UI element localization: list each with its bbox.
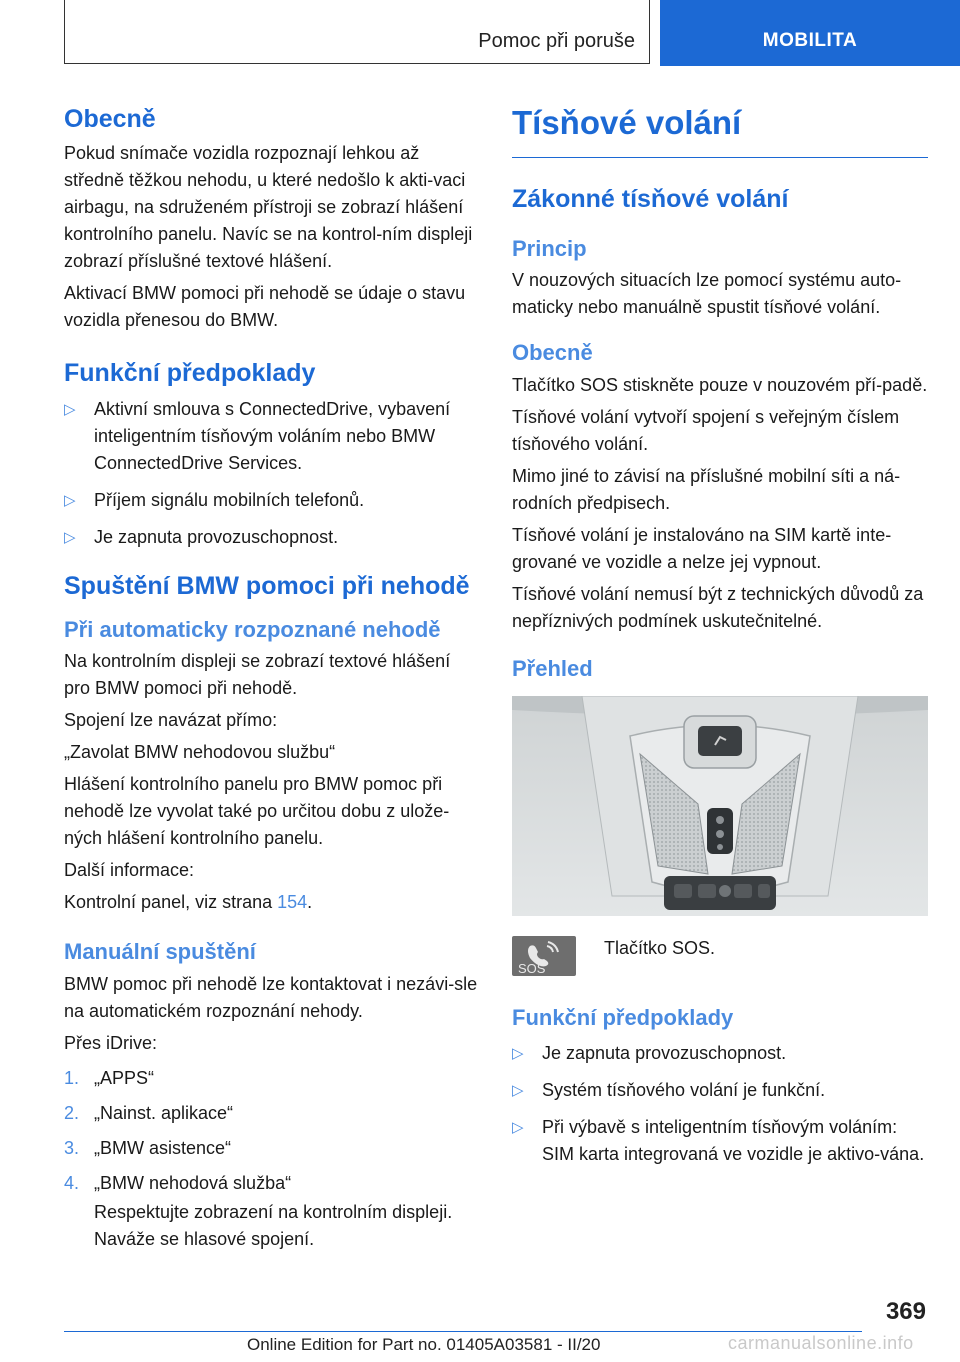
list-item: 1. „APPS“ [64, 1067, 155, 1088]
prerequisite-list [64, 396, 480, 551]
footer-edition: Online Edition for Part no. 01405A03581 - II/20 [247, 1335, 601, 1354]
heading-funkcni-predpoklady: Funkční předpoklady [64, 358, 316, 387]
list-item: 2. „Nainst. aplikace“ [64, 1102, 234, 1123]
heading-prehled: Přehled [512, 655, 593, 681]
roof-console-drawing [512, 696, 928, 916]
list-item: ▷ Při výbavě s inteligentním tísňovým voláním: SIM karta integrovaná ve vozidle je aktivo-vána. [512, 1114, 928, 1168]
step-note: Respektujte zobrazení na kontrolním displeji. Naváže se hlasové spojení. [94, 1201, 453, 1249]
left-column [64, 96, 480, 1253]
header-chapter-label: MOBILITA [762, 30, 858, 51]
paragraph: Tísňové volání je instalováno na SIM kartě inte-grované ve vozidle a nelze jej vypnout. [512, 524, 892, 572]
paragraph: Mimo jiné to závisí na příslušné mobilní síti a ná-rodních předpisech. [512, 465, 901, 513]
triangle-bullet-icon: ▷ [512, 1081, 524, 1099]
paragraph: Tísňové volání nemusí být z technických důvodů za nepříznivých podmínek uskutečnitelné. [512, 583, 924, 631]
list-item: ▷ Aktivní smlouva s ConnectedDrive, vybavení inteligentním tísňovým voláním nebo BMW ConnectedDrive Services. [64, 396, 480, 477]
paragraph: Pokud snímače vozidla rozpoznají lehkou až středně těžkou nehodu, u které nedošlo k akti-vaci airbagu, na sdruženém přístroji se zobrazí hlášení kontrolního panelu. Navíc se na kontrol-ním displeji zobrazí příslušné textové hlášení. [64, 142, 473, 271]
right-column [512, 96, 928, 1178]
roof-console-illustration [512, 696, 928, 916]
paragraph: Hlášení kontrolního panelu pro BMW pomoc při nehodě lze vyvolat také po určitou dobu z ulože-ných hlášení kontrolního panelu. [64, 774, 450, 848]
sos-legend-label: Tlačítko SOS. [604, 938, 716, 959]
list-item: ▷ Příjem signálu mobilních telefonů. [64, 487, 480, 514]
page-number: 369 [885, 1298, 926, 1325]
list-item: 4. „BMW nehodová služba“ [64, 1172, 292, 1193]
paragraph: Přes iDrive: [64, 1032, 158, 1053]
header-section-box [64, 0, 650, 64]
page-header [0, 0, 960, 66]
list-item: ▷ Je zapnuta provozuschopnost. [512, 1040, 928, 1067]
page-link-154[interactable]: 154 [277, 892, 308, 912]
list-item: ▷ Systém tísňového volání je funkční. [512, 1077, 928, 1104]
header-chapter-tab[interactable] [660, 0, 960, 66]
triangle-bullet-icon: ▷ [64, 492, 76, 509]
sos-phone-icon [512, 936, 576, 976]
heading-manualni: Manuální spuštění [64, 939, 256, 964]
list-item: 3. „BMW asistence“ [64, 1137, 232, 1158]
header-section-title: Pomoc při poruše [478, 30, 635, 52]
paragraph: „Zavolat BMW nehodovou službu“ [64, 742, 336, 762]
paragraph-crossref: Kontrolní panel, viz strana 154. [64, 892, 313, 912]
sos-legend [512, 936, 928, 982]
page-title: Tísňové volání [512, 102, 928, 158]
footer-watermark: carmanualsonline.info [728, 1333, 914, 1353]
prerequisite-list [512, 1040, 928, 1168]
paragraph: Další informace: [64, 860, 195, 880]
triangle-bullet-icon: ▷ [512, 1118, 524, 1136]
heading-princip: Princip [512, 235, 587, 261]
sos-icon-text: SOS [518, 961, 546, 977]
triangle-bullet-icon: ▷ [512, 1044, 524, 1062]
paragraph: Spojení lze navázat přímo: [64, 710, 278, 730]
paragraph: Aktivací BMW pomoci při nehodě se údaje o stavu vozidla přenesou do BMW. [64, 282, 466, 330]
heading-zakonne: Zákonné tísňové volání [512, 185, 789, 214]
triangle-bullet-icon: ▷ [64, 401, 76, 418]
paragraph: V nouzových situacích lze pomocí systému auto-maticky nebo manuálně spustit tísňové volání. [512, 270, 902, 318]
paragraph: BMW pomoc při nehodě lze kontaktovat i nezávi-sle na automatickém rozpoznání nehody. [64, 973, 478, 1021]
heading-obecne: Obecně [64, 105, 156, 133]
heading-automaticky: Při automaticky rozpoznané nehodě [64, 616, 441, 642]
list-item: ▷ Je zapnuta provozuschopnost. [64, 524, 480, 551]
paragraph: Tlačítko SOS stiskněte pouze v nouzovém pří-padě. [512, 374, 928, 395]
steps-list [64, 1065, 480, 1197]
footer-divider [64, 1331, 862, 1332]
heading-funkcni-predpoklady: Funkční předpoklady [512, 1005, 734, 1031]
heading-spusteni: Spuštění BMW pomoci při nehodě [64, 572, 470, 600]
heading-obecne: Obecně [512, 340, 593, 366]
triangle-bullet-icon: ▷ [64, 529, 76, 546]
paragraph: Na kontrolním displeji se zobrazí textové hlášení pro BMW pomoci při nehodě. [64, 651, 451, 698]
paragraph: Tísňové volání vytvoří spojení s veřejným číslem tísňového volání. [512, 406, 900, 454]
